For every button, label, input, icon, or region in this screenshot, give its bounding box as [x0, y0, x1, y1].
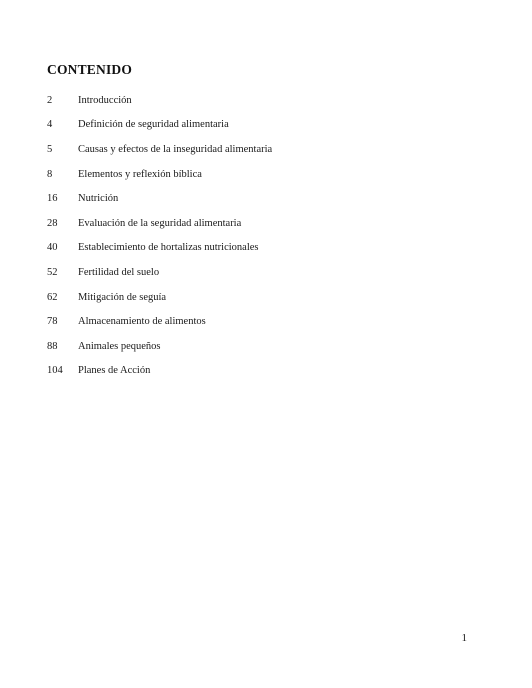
toc-entry — [47, 359, 467, 384]
toc-entry-page: 88 — [47, 340, 58, 352]
toc-entry-page: 8 — [47, 168, 53, 180]
toc-entry-page: 104 — [47, 365, 63, 377]
toc-entry-page: 62 — [47, 291, 58, 303]
toc-entry-page: 40 — [47, 242, 58, 254]
toc-entry-label: Elementos y reflexión bíblica — [78, 168, 202, 180]
toc-entry — [47, 309, 467, 334]
toc-entry — [47, 334, 467, 359]
toc-entry — [47, 88, 467, 113]
toc-entry-label: Introducción — [78, 94, 132, 106]
toc-entry-label: Fertilidad del suelo — [78, 266, 160, 278]
toc-entry — [47, 236, 467, 261]
toc-entry — [47, 285, 467, 310]
toc-entry-label: Definición de seguridad alimentaria — [78, 119, 229, 131]
toc-entry — [47, 260, 467, 285]
toc-entry-page: 4 — [47, 119, 53, 131]
toc-entry-label: Planes de Acción — [78, 365, 151, 377]
toc-entry-page: 5 — [47, 143, 53, 155]
toc-entry-label: Evaluación de la seguridad alimentaria — [78, 217, 242, 229]
toc-entry-page: 2 — [47, 94, 53, 106]
table-of-contents — [47, 88, 467, 383]
toc-entry-label: Animales pequeños — [78, 340, 161, 352]
toc-entry — [47, 162, 467, 187]
toc-entry — [47, 186, 467, 211]
toc-entry-label: Nutrición — [78, 193, 119, 205]
toc-entry-page: 16 — [47, 193, 58, 205]
toc-entry — [47, 137, 467, 162]
toc-entry-page: 78 — [47, 316, 58, 328]
toc-entry-page: 52 — [47, 266, 58, 278]
toc-entry-label: Causas y efectos de la inseguridad alimentaria — [78, 143, 273, 155]
toc-entry — [47, 113, 467, 138]
toc-entry-label: Establecimiento de hortalizas nutricionales — [78, 242, 259, 254]
toc-entry-label: Almacenamiento de alimentos — [78, 316, 206, 328]
toc-entry-label: Mitigación de seguía — [78, 291, 167, 303]
toc-entry-page: 28 — [47, 217, 58, 229]
toc-entry — [47, 211, 467, 236]
toc-heading: CONTENIDO — [47, 62, 133, 77]
page-number: 1 — [461, 632, 467, 644]
